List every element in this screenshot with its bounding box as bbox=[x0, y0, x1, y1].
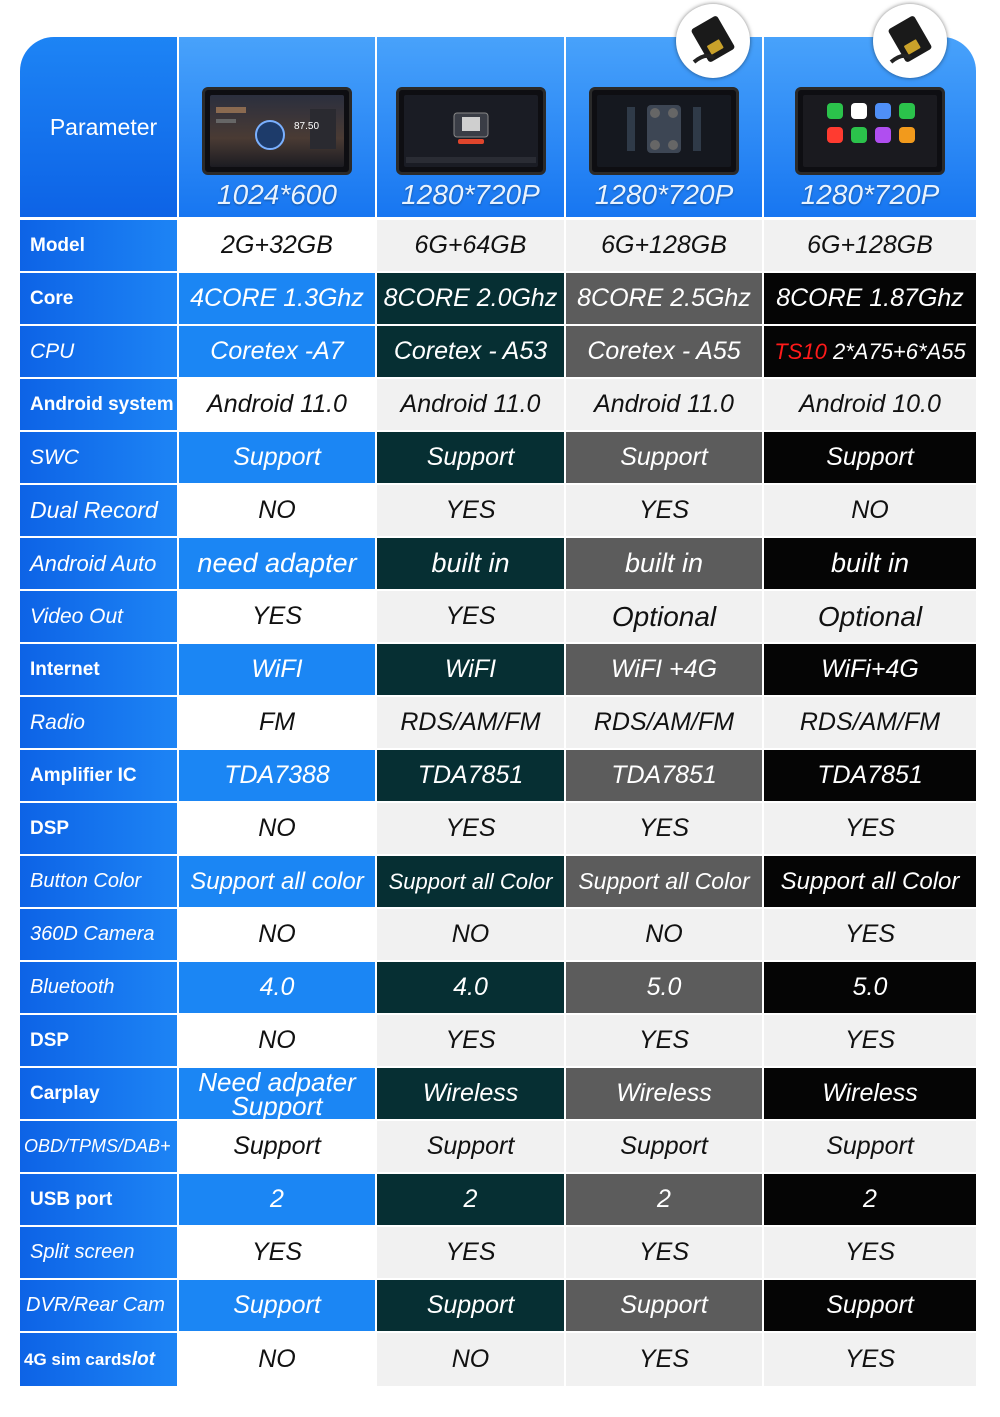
row-value: Optional bbox=[764, 591, 976, 642]
row-value: WiFI +4G bbox=[566, 644, 764, 695]
row-value: 6G+128GB bbox=[764, 220, 976, 271]
row-value: YES bbox=[179, 1227, 377, 1278]
row-value: YES bbox=[764, 909, 976, 960]
head-unit-screen-1 bbox=[202, 87, 352, 175]
row-value: Support bbox=[179, 432, 377, 483]
row-value bbox=[764, 326, 976, 377]
row-label: Dual Record bbox=[20, 485, 179, 536]
row-label: Video Out bbox=[20, 591, 179, 642]
row-value: Coretex -A7 bbox=[179, 326, 377, 377]
table-row-4g-sim-card-slot bbox=[20, 1333, 976, 1386]
table-row-android-system bbox=[20, 379, 976, 432]
row-value: YES bbox=[764, 803, 976, 854]
row-value: Support bbox=[566, 432, 764, 483]
row-label: Bluetooth bbox=[20, 962, 179, 1013]
row-value: 2 bbox=[566, 1174, 764, 1225]
resolution-label: 1280*720P bbox=[800, 179, 940, 210]
row-value: Support bbox=[377, 1121, 566, 1172]
row-value: RDS/AM/FM bbox=[377, 697, 566, 748]
row-value: Wireless bbox=[764, 1068, 976, 1119]
row-label: USB port bbox=[20, 1174, 179, 1225]
model-2-header bbox=[377, 37, 566, 217]
row-value: YES bbox=[377, 485, 566, 536]
4g-adapter-icon bbox=[676, 4, 750, 78]
head-unit-screen-4 bbox=[795, 87, 945, 175]
row-value: YES bbox=[764, 1227, 976, 1278]
row-label: CPU bbox=[20, 326, 179, 377]
row-value: 8CORE 2.0Ghz bbox=[377, 273, 566, 324]
row-value: Support bbox=[566, 1280, 764, 1331]
row-value: Wireless bbox=[566, 1068, 764, 1119]
row-label: DSP bbox=[20, 803, 179, 854]
head-unit-screen-3 bbox=[589, 87, 739, 175]
row-value: YES bbox=[764, 1015, 976, 1066]
row-value: need adapter bbox=[179, 538, 377, 589]
row-value: Support bbox=[764, 1280, 976, 1331]
row-value: 2 bbox=[179, 1174, 377, 1225]
table-row-internet bbox=[20, 644, 976, 697]
row-label: OBD/TPMS/DAB+ bbox=[20, 1121, 179, 1172]
row-value: 6G+128GB bbox=[566, 220, 764, 271]
row-value: YES bbox=[566, 1015, 764, 1066]
parameter-header: Parameter bbox=[20, 37, 179, 217]
table-row-core bbox=[20, 273, 976, 326]
row-value: TDA7851 bbox=[377, 750, 566, 801]
row-value: built in bbox=[566, 538, 764, 589]
4g-adapter-icon bbox=[873, 4, 947, 78]
row-value: YES bbox=[377, 591, 566, 642]
table-row-model bbox=[20, 220, 976, 273]
row-value: YES bbox=[377, 803, 566, 854]
row-label: Android system bbox=[20, 379, 179, 430]
row-label: Model bbox=[20, 220, 179, 271]
table-row-dvr-rear-cam bbox=[20, 1280, 976, 1333]
table-row-swc bbox=[20, 432, 976, 485]
row-value: NO bbox=[179, 1015, 377, 1066]
row-value: 4CORE 1.3Ghz bbox=[179, 273, 377, 324]
row-value: NO bbox=[179, 485, 377, 536]
row-value: 2 bbox=[764, 1174, 976, 1225]
row-value: 4.0 bbox=[377, 962, 566, 1013]
row-value: NO bbox=[566, 909, 764, 960]
row-value: YES bbox=[377, 1015, 566, 1066]
table-row-bluetooth bbox=[20, 962, 976, 1015]
row-value: Wireless bbox=[377, 1068, 566, 1119]
row-value: Support all Color bbox=[377, 856, 566, 907]
row-value: 8CORE 2.5Ghz bbox=[566, 273, 764, 324]
row-label: Carplay bbox=[20, 1068, 179, 1119]
row-value bbox=[179, 1068, 377, 1119]
row-label: Split screen bbox=[20, 1227, 179, 1278]
row-value: 5.0 bbox=[764, 962, 976, 1013]
table-row-android-auto bbox=[20, 538, 976, 591]
spec-comparison-table bbox=[20, 37, 976, 1386]
row-value: WiFI bbox=[377, 644, 566, 695]
row-label: Amplifier IC bbox=[20, 750, 179, 801]
row-value: built in bbox=[764, 538, 976, 589]
row-value: Support bbox=[377, 1280, 566, 1331]
row-value: Support all Color bbox=[566, 856, 764, 907]
row-value: Optional bbox=[566, 591, 764, 642]
table-row-carplay bbox=[20, 1068, 976, 1121]
row-value: NO bbox=[377, 1333, 566, 1386]
row-label bbox=[20, 1333, 179, 1386]
table-row-obd-tpms-dab bbox=[20, 1121, 976, 1174]
cpu-prefix: TS10 bbox=[774, 338, 827, 364]
table-row-dsp-2 bbox=[20, 1015, 976, 1068]
table-row-360d-camera bbox=[20, 909, 976, 962]
row-value: Support all color bbox=[179, 856, 377, 907]
row-value: NO bbox=[179, 803, 377, 854]
row-label: Internet bbox=[20, 644, 179, 695]
table-row-video-out bbox=[20, 591, 976, 644]
row-label: Core bbox=[20, 273, 179, 324]
row-label: Android Auto bbox=[20, 538, 179, 589]
row-value: Android 11.0 bbox=[179, 379, 377, 430]
row-value: TDA7388 bbox=[179, 750, 377, 801]
row-label: DSP bbox=[20, 1015, 179, 1066]
row-value: NO bbox=[377, 909, 566, 960]
table-row-radio bbox=[20, 697, 976, 750]
row-value: YES bbox=[566, 803, 764, 854]
radio-frequency-display: 87.50 bbox=[294, 121, 320, 132]
row-value: YES bbox=[566, 1227, 764, 1278]
row-value: Android 11.0 bbox=[377, 379, 566, 430]
row-label: 360D Camera bbox=[20, 909, 179, 960]
row-value: WiFI bbox=[179, 644, 377, 695]
row-value: FM bbox=[179, 697, 377, 748]
row-value: Support all Color bbox=[764, 856, 976, 907]
row-value: YES bbox=[566, 485, 764, 536]
row-label: DVR/Rear Cam bbox=[20, 1280, 179, 1331]
row-value: Support bbox=[566, 1121, 764, 1172]
row-label-main: 4G sim card bbox=[24, 1349, 122, 1369]
row-value: WiFi+4G bbox=[764, 644, 976, 695]
row-value: Support bbox=[179, 1121, 377, 1172]
row-value: YES bbox=[764, 1333, 976, 1386]
row-value: TDA7851 bbox=[566, 750, 764, 801]
row-value: 2G+32GB bbox=[179, 220, 377, 271]
table-row-usb-port bbox=[20, 1174, 976, 1227]
row-label: SWC bbox=[20, 432, 179, 483]
row-value: NO bbox=[764, 485, 976, 536]
row-value: 4.0 bbox=[179, 962, 377, 1013]
carplay-line-2: Support bbox=[231, 1090, 323, 1119]
row-value: YES bbox=[179, 591, 377, 642]
row-value: RDS/AM/FM bbox=[764, 697, 976, 748]
row-value: Android 11.0 bbox=[566, 379, 764, 430]
row-value: Coretex - A53 bbox=[377, 326, 566, 377]
row-value: YES bbox=[566, 1333, 764, 1386]
table-row-amplifier-ic bbox=[20, 750, 976, 803]
model-4-header bbox=[764, 37, 976, 217]
row-value: YES bbox=[377, 1227, 566, 1278]
row-value: Android 10.0 bbox=[764, 379, 976, 430]
row-value: Support bbox=[764, 432, 976, 483]
table-header-row bbox=[20, 37, 976, 220]
table-row-dual-record bbox=[20, 485, 976, 538]
head-unit-screen-2 bbox=[396, 87, 546, 175]
model-1-header bbox=[179, 37, 377, 217]
resolution-label: 1280*720P bbox=[594, 179, 734, 210]
row-label: Radio bbox=[20, 697, 179, 748]
row-value: 2 bbox=[377, 1174, 566, 1225]
row-value: NO bbox=[179, 1333, 377, 1386]
row-value: Support bbox=[179, 1280, 377, 1331]
table-row-cpu bbox=[20, 326, 976, 379]
row-label-tail: slot bbox=[121, 1348, 156, 1370]
row-value: Coretex - A55 bbox=[566, 326, 764, 377]
row-label: Button Color bbox=[20, 856, 179, 907]
row-value: RDS/AM/FM bbox=[566, 697, 764, 748]
row-value: 8CORE 1.87Ghz bbox=[764, 273, 976, 324]
row-value: 6G+64GB bbox=[377, 220, 566, 271]
row-value: TDA7851 bbox=[764, 750, 976, 801]
table-row-button-color bbox=[20, 856, 976, 909]
row-value: Support bbox=[377, 432, 566, 483]
row-value: Support bbox=[764, 1121, 976, 1172]
carplay-line-1: Need adpater bbox=[198, 1068, 356, 1097]
row-value: built in bbox=[377, 538, 566, 589]
cpu-value: 2*A75+6*A55 bbox=[832, 338, 966, 364]
table-row-split-screen bbox=[20, 1227, 976, 1280]
row-value: 5.0 bbox=[566, 962, 764, 1013]
resolution-label: 1280*720P bbox=[401, 179, 540, 210]
resolution-label: 1024*600 bbox=[217, 179, 337, 210]
row-value: NO bbox=[179, 909, 377, 960]
table-row-dsp bbox=[20, 803, 976, 856]
